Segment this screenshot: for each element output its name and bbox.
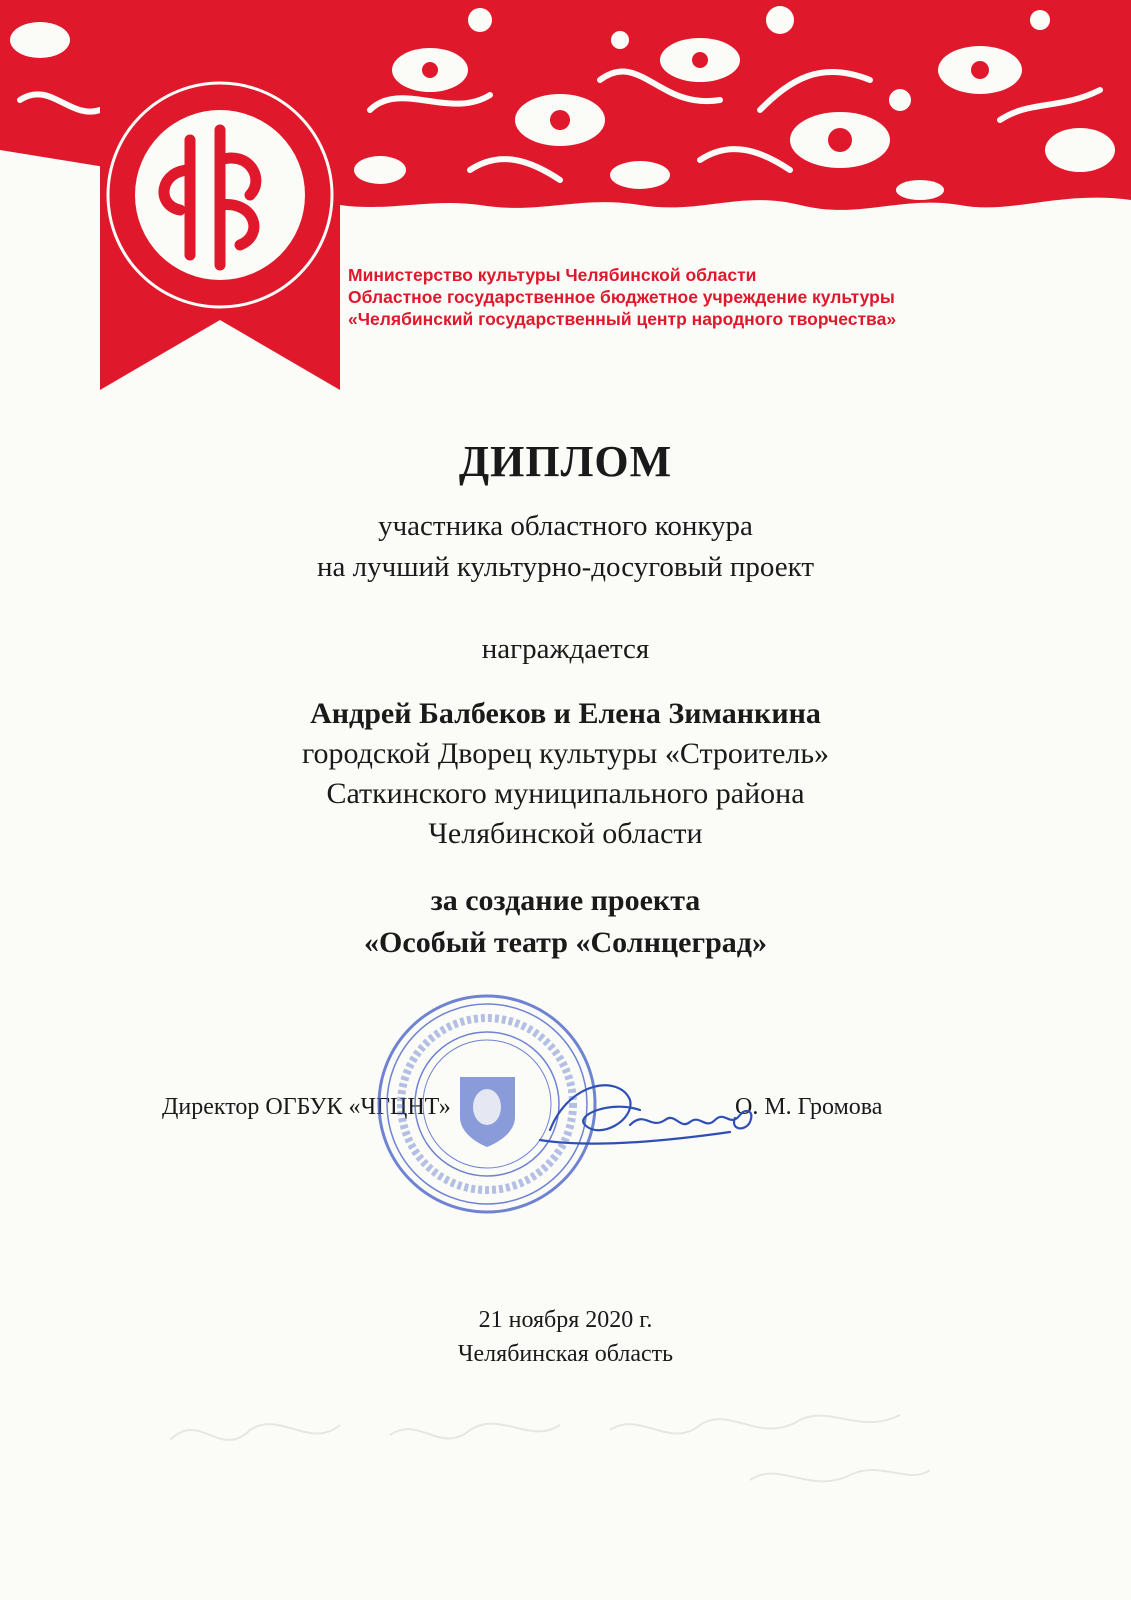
emblem-ribbon <box>100 0 340 390</box>
bleed-through-marks <box>160 1400 940 1510</box>
recipient-names: Андрей Балбеков и Елена Зиманкина <box>310 697 821 730</box>
institution-line-2: Саткинского муниципального района <box>326 777 805 810</box>
signatory-position: Директор ОГБУК «ЧГЦНТ» <box>162 1094 451 1120</box>
institution-name-line: «Челябинский государственный центр народного творчества» <box>348 309 897 329</box>
institution-type-line: Областное государственное бюджетное учреждение культуры <box>348 287 895 307</box>
handwritten-signature-icon <box>530 1070 765 1165</box>
ministry-line: Министерство культуры Челябинской области <box>348 265 757 285</box>
award-reason <box>0 880 1131 964</box>
subtitle-line-2: на лучший культурно-досуговый проект <box>317 551 814 583</box>
awarded-label: награждается <box>481 633 650 665</box>
issue-date: 21 ноября 2020 г. <box>478 1307 653 1333</box>
subtitle-line-1: участника областного конкура <box>378 510 753 542</box>
reason-line-1: за создание проекта <box>430 884 701 917</box>
institution-line-1: городской Дворец культуры «Строитель» <box>301 737 830 770</box>
reason-line-2: «Особый театр «Солнцеград» <box>364 926 767 959</box>
institution-line-3: Челябинской области <box>428 817 703 850</box>
signatory-name: О. М. Громова <box>735 1094 883 1120</box>
recipient-block <box>0 694 1131 854</box>
diploma-title: ДИПЛОМ <box>458 437 673 486</box>
diploma-subtitle <box>0 506 1131 588</box>
issue-place: Челябинская область <box>457 1341 674 1367</box>
footer-block <box>0 1303 1131 1371</box>
organization-header <box>348 264 1108 330</box>
